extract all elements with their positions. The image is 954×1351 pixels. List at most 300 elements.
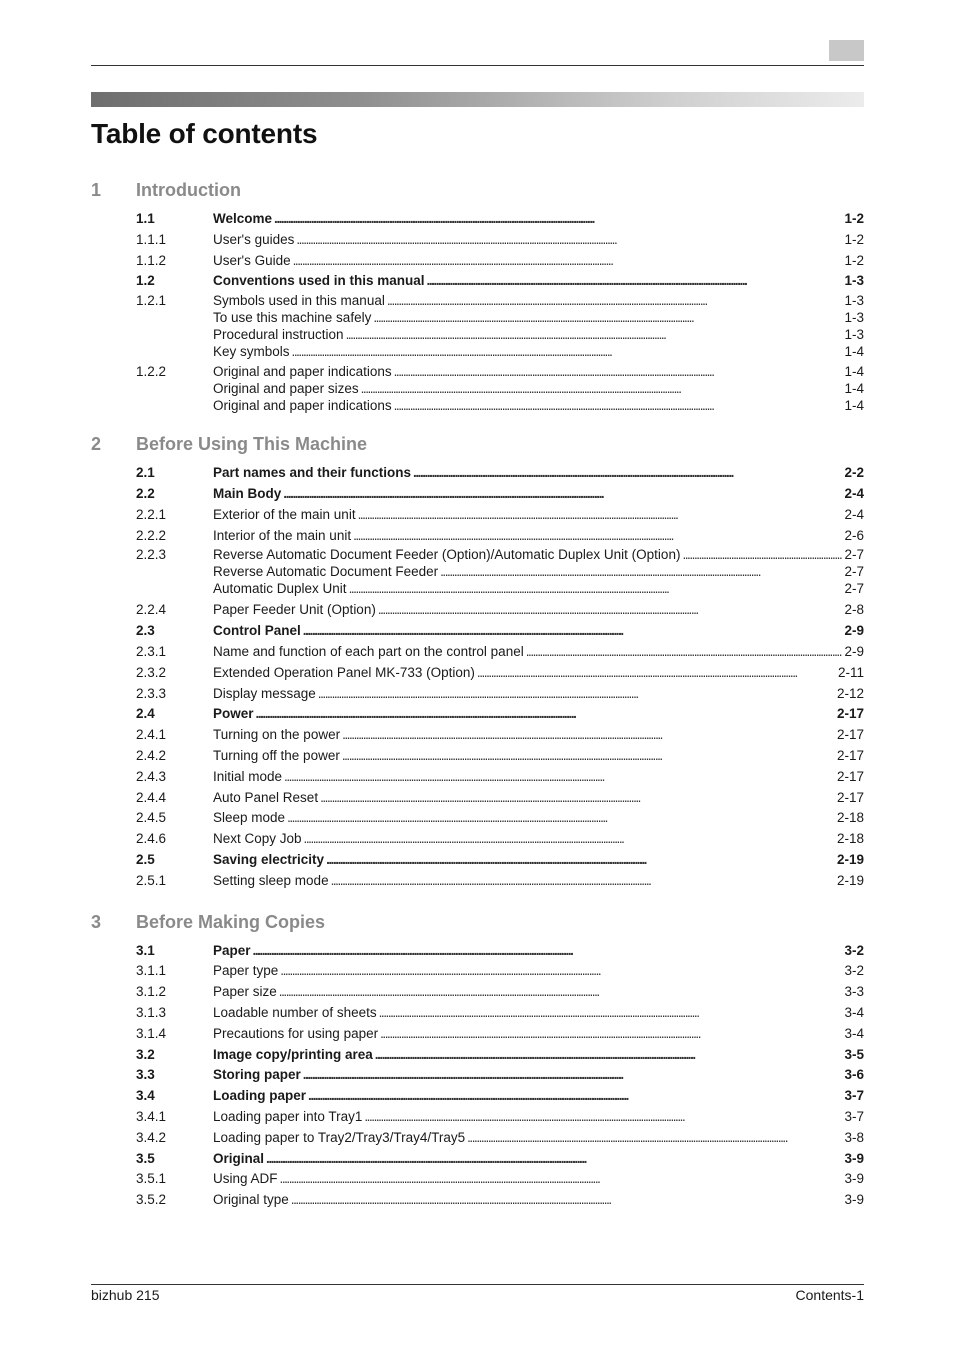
toc-entry-text — [213, 725, 864, 746]
toc-entry-number: 2.1 — [136, 465, 155, 481]
toc-entry-title: Part names and their functions — [213, 465, 412, 481]
toc-entry-number: 3.4.1 — [136, 1108, 167, 1124]
toc-entry-text — [213, 663, 864, 684]
toc-entry-number: 2.2 — [136, 485, 155, 501]
toc-subentry[interactable] — [91, 326, 864, 343]
toc-entry-page: 2-17 — [836, 768, 864, 784]
toc-entry-number: 3.5 — [136, 1150, 155, 1166]
toc-entry-group — [91, 526, 864, 547]
toc-subentry-title: Reverse Automatic Document Feeder — [213, 564, 439, 580]
toc-subentry[interactable] — [91, 343, 864, 360]
toc-entry-text — [213, 871, 864, 892]
toc-entry-title: Conventions used in this manual — [213, 273, 425, 289]
toc-entry-title: User's guides — [213, 231, 295, 247]
toc-entry-title: Display message — [213, 685, 316, 701]
toc-entry-group — [91, 725, 864, 746]
toc-entry-group — [91, 788, 864, 809]
toc-entry-text — [213, 271, 864, 292]
toc-entry-number: 2.3.3 — [136, 685, 167, 701]
toc-entry-number: 2.3.2 — [136, 664, 167, 680]
toc-subentry-page: 1-4 — [844, 381, 864, 397]
toc-leader-dots — [346, 326, 843, 343]
toc-entry-number: 3.1.1 — [136, 963, 167, 979]
toc-entry-title: Paper type — [213, 963, 279, 979]
toc-entry-group — [91, 484, 864, 505]
toc-leader-dots — [526, 642, 843, 663]
toc-entry-title: Power — [213, 706, 254, 722]
toc-entry-number: 2.2.1 — [136, 506, 167, 522]
toc-leader-dots — [279, 982, 843, 1003]
toc-entry-text — [213, 363, 864, 380]
toc-entry-number: 2.4.5 — [136, 810, 167, 826]
toc-entry[interactable] — [91, 271, 864, 292]
toc-entry-page: 2-19 — [836, 872, 864, 888]
toc-entry-group — [91, 1107, 864, 1128]
toc-leader-dots — [413, 463, 842, 484]
toc-subentry[interactable] — [91, 380, 864, 397]
toc-entry-title: Name and function of each part on the control panel — [213, 643, 524, 659]
toc-entry-number: 3.2 — [136, 1046, 155, 1062]
toc-subentry[interactable] — [91, 563, 864, 580]
toc-entry-number: 2.3.1 — [136, 643, 167, 659]
toc-entry-text — [213, 1107, 864, 1128]
toc-entry-page: 3-9 — [844, 1171, 864, 1187]
toc-entry-title: Symbols used in this manual — [213, 293, 385, 309]
toc-entry[interactable] — [91, 230, 864, 251]
toc-entry-number: 1.2.1 — [136, 293, 167, 309]
toc-leader-dots — [303, 1065, 843, 1086]
toc-entry[interactable] — [91, 363, 864, 380]
toc-entry[interactable] — [91, 526, 864, 547]
toc-entry-title: Loading paper to Tray2/Tray3/Tray4/Tray5 — [213, 1129, 466, 1145]
toc-subentry-text — [213, 309, 864, 326]
toc-entry[interactable] — [91, 1107, 864, 1128]
toc-entry-number: 3.5.1 — [136, 1171, 167, 1187]
toc-entry[interactable] — [91, 1024, 864, 1045]
toc-leader-dots — [296, 230, 842, 251]
toc-entry[interactable] — [91, 663, 864, 684]
toc-entry-number: 3.5.2 — [136, 1192, 167, 1208]
toc-entry-title: Image copy/printing area — [213, 1046, 373, 1062]
toc-entry-group — [91, 271, 864, 292]
toc-leader-dots — [349, 580, 843, 597]
toc-entry-text — [213, 1190, 864, 1211]
toc-leader-dots — [361, 380, 843, 397]
toc-entry-group — [91, 642, 864, 663]
toc-entry-page: 2-4 — [844, 506, 864, 522]
toc-entry-text — [213, 1065, 864, 1086]
toc-entry-page: 2-17 — [836, 789, 864, 805]
toc-leader-dots — [394, 363, 843, 380]
toc-entry[interactable] — [91, 871, 864, 892]
toc-entry-text — [213, 463, 864, 484]
toc-entry-title: Loading paper — [213, 1088, 307, 1104]
toc-subentry-title: Procedural instruction — [213, 327, 344, 343]
toc-entry-number: 2.5.1 — [136, 872, 167, 888]
toc-entry-text — [213, 526, 864, 547]
toc-entry-page: 3-4 — [844, 1025, 864, 1041]
toc-entry-group — [91, 1003, 864, 1024]
toc-subentry-title: Key symbols — [213, 344, 290, 360]
toc-leader-dots — [342, 746, 835, 767]
toc-entry[interactable] — [91, 292, 864, 309]
toc-entry-text — [213, 209, 864, 230]
toc-entry-title: Paper size — [213, 984, 277, 1000]
chapter-entries — [91, 209, 864, 414]
toc-entry[interactable] — [91, 209, 864, 230]
toc-subentry-title: Automatic Duplex Unit — [213, 581, 347, 597]
toc-entry-title: Storing paper — [213, 1067, 301, 1083]
toc-entry-text — [213, 251, 864, 272]
toc-entry[interactable] — [91, 1003, 864, 1024]
toc-entry-group — [91, 209, 864, 230]
toc-entry-text — [213, 546, 864, 563]
toc-entry[interactable] — [91, 1169, 864, 1190]
toc-leader-dots — [342, 725, 835, 746]
toc-entry-text — [213, 850, 864, 871]
toc-leader-dots — [280, 1169, 843, 1190]
toc-entry[interactable] — [91, 941, 864, 962]
toc-leader-dots — [284, 767, 835, 788]
toc-entry-page: 1-2 — [844, 211, 864, 226]
toc-entry-text — [213, 788, 864, 809]
toc-entry[interactable] — [91, 788, 864, 809]
toc-entry-text — [213, 1149, 864, 1170]
toc-entry[interactable] — [91, 621, 864, 642]
toc-leader-dots — [274, 209, 842, 230]
toc-entry-group — [91, 767, 864, 788]
toc-entry-title: Precautions for using paper — [213, 1025, 379, 1041]
toc-entry-title: Original and paper indications — [213, 364, 392, 380]
toc-entry-group — [91, 1045, 864, 1066]
chapter-number: 1 — [91, 180, 102, 200]
toc-entry[interactable] — [91, 642, 864, 663]
toc-leader-dots — [253, 941, 843, 962]
toc-leader-dots — [682, 546, 842, 563]
toc-entry-text — [213, 1045, 864, 1066]
toc-entry-title: Auto Panel Reset — [213, 789, 319, 805]
toc-entry-group — [91, 1169, 864, 1190]
toc-entry-group — [91, 546, 864, 597]
toc-entry-title: Using ADF — [213, 1171, 278, 1187]
toc-entry-number: 2.4.6 — [136, 831, 167, 847]
toc-entry-page: 2-9 — [844, 623, 864, 639]
title-gradient-bar — [91, 92, 864, 107]
toc-entry-title: Saving electricity — [213, 851, 325, 867]
toc-entry-title: Extended Operation Panel MK-733 (Option) — [213, 664, 475, 680]
toc-subentry-title: Original and paper indications — [213, 398, 392, 414]
toc-entry-page: 3-5 — [844, 1046, 864, 1062]
toc-entry-title: Original — [213, 1150, 265, 1166]
toc-subentry-title: To use this machine safely — [213, 310, 372, 326]
toc-entry-title: Original type — [213, 1192, 289, 1208]
toc-entry-group — [91, 1065, 864, 1086]
table-of-contents — [91, 180, 864, 1211]
toc-entry-title: Initial mode — [213, 768, 283, 784]
toc-subentry-page: 1-4 — [844, 398, 864, 414]
toc-subentry-text — [213, 380, 864, 397]
header-rule — [91, 65, 864, 66]
toc-entry-number: 2.4.3 — [136, 768, 167, 784]
toc-entry-group — [91, 1128, 864, 1149]
toc-entry-title: Reverse Automatic Document Feeder (Option)/Automatic Duplex Unit (Option) — [213, 547, 681, 563]
toc-leader-dots — [320, 788, 835, 809]
toc-entry-page: 1-2 — [844, 252, 864, 268]
toc-entry-page: 2-12 — [836, 685, 864, 701]
toc-entry-title: Turning off the power — [213, 747, 340, 763]
toc-entry-number: 2.5 — [136, 851, 155, 867]
toc-entry-text — [213, 1169, 864, 1190]
toc-entry-text — [213, 1128, 864, 1149]
toc-entry[interactable] — [91, 1190, 864, 1211]
toc-subentry-text — [213, 343, 864, 360]
toc-entry-page: 3-9 — [844, 1150, 864, 1166]
toc-leader-dots — [353, 526, 842, 547]
toc-entry-group — [91, 463, 864, 484]
toc-entry-page: 3-6 — [844, 1067, 864, 1083]
toc-entry-text — [213, 505, 864, 526]
toc-entry-number: 3.3 — [136, 1067, 155, 1083]
toc-leader-dots — [467, 1128, 842, 1149]
toc-entry[interactable] — [91, 463, 864, 484]
toc-entry-page: 3-2 — [844, 942, 864, 958]
toc-entry-number: 3.1 — [136, 942, 155, 958]
toc-entry-group — [91, 1190, 864, 1211]
toc-entry-page: 3-8 — [844, 1129, 864, 1145]
toc-entry[interactable] — [91, 505, 864, 526]
toc-entry[interactable] — [91, 725, 864, 746]
toc-subentry-text — [213, 563, 864, 580]
toc-entry-number: 3.1.3 — [136, 1004, 167, 1020]
toc-leader-dots — [364, 1107, 842, 1128]
chapter-title: Before Using This Machine — [136, 434, 368, 455]
toc-leader-dots — [373, 309, 842, 326]
toc-entry-text — [213, 982, 864, 1003]
toc-entry-page: 2-2 — [844, 465, 864, 481]
toc-entry-number: 2.3 — [136, 623, 155, 639]
footer-product-name: bizhub 215 — [91, 1287, 160, 1303]
toc-entry-group — [91, 1149, 864, 1170]
toc-subentry-page: 1-3 — [844, 310, 864, 326]
toc-entry[interactable] — [91, 600, 864, 621]
toc-subentry[interactable] — [91, 580, 864, 597]
toc-entry-text — [213, 1003, 864, 1024]
chapter-title: Before Making Copies — [136, 911, 326, 932]
toc-entry-page: 3-2 — [844, 963, 864, 979]
toc-entry-text — [213, 484, 864, 505]
toc-leader-dots — [256, 704, 835, 725]
toc-entry-number: 2.2.4 — [136, 602, 167, 618]
toc-entry-number: 2.4.4 — [136, 789, 167, 805]
toc-entry-page: 3-3 — [844, 984, 864, 1000]
toc-entry-page: 2-17 — [836, 706, 864, 722]
toc-entry-group — [91, 961, 864, 982]
chapter-entries — [91, 463, 864, 891]
toc-entry[interactable] — [91, 829, 864, 850]
toc-entry-page: 1-2 — [844, 231, 864, 247]
toc-subentry-page: 1-3 — [844, 327, 864, 343]
toc-entry-title: Next Copy Job — [213, 831, 302, 847]
toc-entry-page: 2-19 — [836, 851, 864, 867]
toc-entry[interactable] — [91, 850, 864, 871]
toc-entry-group — [91, 292, 864, 360]
toc-entry-group — [91, 505, 864, 526]
toc-entry-title: Sleep mode — [213, 810, 286, 826]
toc-entry-number: 2.4.2 — [136, 747, 167, 763]
toc-entry-text — [213, 1086, 864, 1107]
toc-entry-group — [91, 230, 864, 251]
toc-entry-title: User's Guide — [213, 252, 291, 268]
toc-entry-group — [91, 663, 864, 684]
toc-entry-group — [91, 684, 864, 705]
toc-entry[interactable] — [91, 767, 864, 788]
toc-entry-page: 2-18 — [836, 831, 864, 847]
toc-entry[interactable] — [91, 484, 864, 505]
toc-entry-title: Loading paper into Tray1 — [213, 1108, 363, 1124]
toc-entry-text — [213, 941, 864, 962]
toc-entry-text — [213, 1024, 864, 1045]
toc-subentry-page: 2-7 — [844, 581, 864, 597]
toc-leader-dots — [477, 663, 836, 684]
toc-entry-page: 2-17 — [836, 747, 864, 763]
toc-entry-number: 2.4.1 — [136, 727, 167, 743]
toc-entry[interactable] — [91, 704, 864, 725]
toc-entry-number: 2.2.2 — [136, 527, 167, 543]
toc-entry-text — [213, 600, 864, 621]
toc-entry-page: 1-3 — [844, 293, 864, 309]
toc-entry-page: 2-18 — [836, 810, 864, 826]
toc-entry-page: 1-3 — [844, 273, 864, 289]
footer-page-number: Contents-1 — [795, 1287, 864, 1303]
toc-subentry[interactable] — [91, 397, 864, 414]
header-tab-marker — [829, 40, 864, 61]
page-title: Table of contents — [91, 118, 318, 149]
toc-entry[interactable] — [91, 982, 864, 1003]
toc-entry[interactable] — [91, 546, 864, 563]
toc-subentry-page: 1-4 — [844, 344, 864, 360]
toc-entry-number: 3.4 — [136, 1088, 155, 1104]
toc-entry[interactable] — [91, 961, 864, 982]
toc-leader-dots — [280, 961, 842, 982]
toc-entry-page: 3-7 — [844, 1088, 864, 1104]
toc-entry-text — [213, 642, 864, 663]
toc-entry-page: 1-4 — [844, 364, 864, 380]
chapter-number: 2 — [91, 434, 102, 455]
chapter-heading[interactable] — [91, 434, 864, 463]
toc-entry[interactable] — [91, 1086, 864, 1107]
toc-entry-text — [213, 230, 864, 251]
toc-entry-text — [213, 767, 864, 788]
toc-leader-dots — [326, 850, 835, 871]
toc-entry-number: 1.2 — [136, 273, 155, 289]
toc-entry-number: 1.1.1 — [136, 231, 167, 247]
toc-entry-page: 2-6 — [844, 527, 864, 543]
toc-leader-dots — [287, 808, 835, 829]
toc-entry[interactable] — [91, 684, 864, 705]
toc-entry-number: 3.1.4 — [136, 1025, 167, 1041]
toc-entry-title: Main Body — [213, 485, 282, 501]
toc-entry-title: Welcome — [213, 211, 273, 226]
toc-subentry-text — [213, 580, 864, 597]
toc-entry-number: 1.1.2 — [136, 252, 167, 268]
toc-leader-dots — [358, 505, 843, 526]
toc-entry-group — [91, 363, 864, 414]
toc-leader-dots — [292, 343, 843, 360]
toc-entry-text — [213, 621, 864, 642]
chapter-heading[interactable] — [91, 180, 864, 209]
toc-entry-text — [213, 746, 864, 767]
toc-entry-number: 2.4 — [136, 706, 155, 722]
toc-entry-page: 3-9 — [844, 1192, 864, 1208]
toc-entry-number: 1.2.2 — [136, 364, 167, 380]
toc-subentry[interactable] — [91, 309, 864, 326]
toc-entry-group — [91, 871, 864, 892]
toc-entry[interactable] — [91, 251, 864, 272]
toc-entry-text — [213, 292, 864, 309]
toc-entry-title: Exterior of the main unit — [213, 506, 356, 522]
toc-entry-title: Interior of the main unit — [213, 527, 352, 543]
toc-entry-number: 1.1 — [136, 211, 155, 226]
toc-leader-dots — [291, 1190, 843, 1211]
toc-entry[interactable] — [91, 1149, 864, 1170]
toc-entry-text — [213, 961, 864, 982]
toc-entry-group — [91, 1024, 864, 1045]
toc-leader-dots — [375, 1045, 843, 1066]
toc-entry[interactable] — [91, 1045, 864, 1066]
toc-leader-dots — [303, 621, 843, 642]
toc-entry-title: Loadable number of sheets — [213, 1004, 377, 1020]
chapter-title: Introduction — [136, 180, 241, 200]
toc-leader-dots — [283, 484, 842, 505]
toc-entry[interactable] — [91, 1128, 864, 1149]
toc-leader-dots — [304, 829, 835, 850]
toc-leader-dots — [293, 251, 843, 272]
toc-entry-number: 3.4.2 — [136, 1129, 167, 1145]
toc-entry-group — [91, 1086, 864, 1107]
toc-entry-number: 3.1.2 — [136, 984, 167, 1000]
toc-leader-dots — [266, 1149, 842, 1170]
toc-leader-dots — [331, 871, 835, 892]
toc-subentry-text — [213, 397, 864, 414]
toc-entry[interactable] — [91, 1065, 864, 1086]
toc-entry-page: 2-17 — [836, 727, 864, 743]
toc-entry-title: Control Panel — [213, 623, 301, 639]
toc-subentry-text — [213, 326, 864, 343]
toc-subentry-page: 2-7 — [844, 564, 864, 580]
toc-leader-dots — [378, 600, 843, 621]
toc-entry-group — [91, 829, 864, 850]
toc-entry-page: 2-8 — [844, 602, 864, 618]
chapter-heading[interactable] — [91, 912, 864, 941]
toc-entry-title: Setting sleep mode — [213, 872, 329, 888]
toc-entry-group — [91, 621, 864, 642]
toc-entry[interactable] — [91, 808, 864, 829]
toc-leader-dots — [318, 684, 835, 705]
toc-entry-text — [213, 684, 864, 705]
toc-entry-text — [213, 704, 864, 725]
chapter-entries — [91, 941, 864, 1211]
toc-entry-page: 2-9 — [844, 643, 864, 659]
toc-leader-dots — [394, 397, 843, 414]
toc-entry-group — [91, 941, 864, 962]
toc-entry-page: 2-11 — [837, 664, 864, 680]
toc-entry[interactable] — [91, 746, 864, 767]
toc-leader-dots — [308, 1086, 842, 1107]
toc-entry-group — [91, 850, 864, 871]
toc-entry-group — [91, 600, 864, 621]
toc-entry-page: 2-4 — [844, 485, 864, 501]
toc-entry-group — [91, 808, 864, 829]
